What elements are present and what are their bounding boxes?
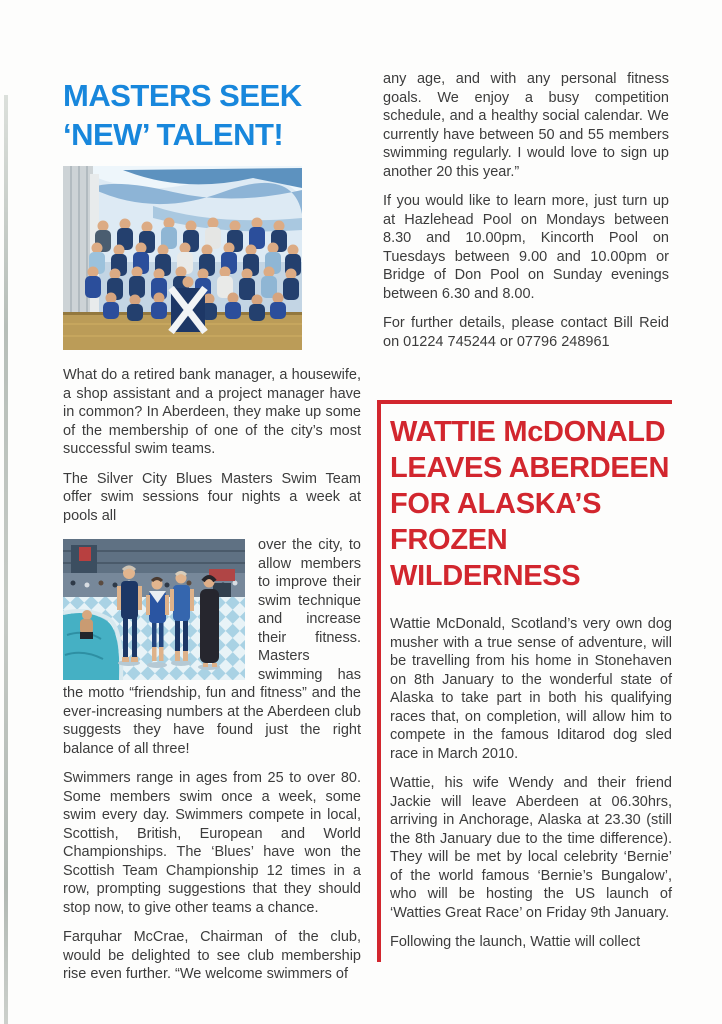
wattie-article xyxy=(377,400,672,963)
wattie-headline-line5: WILDERNESS xyxy=(390,560,581,592)
wattie-article-inner xyxy=(377,414,672,952)
poolside-swimmers-photo xyxy=(63,539,245,680)
wattie-headline-line1: WATTIE McDONALD xyxy=(390,416,666,448)
masters-paragraph-1: What do a retired bank manager, a housewife, a shop assistant and a project manager have in common? In Aberdeen, they make up some of the membership of one of the city’s most successful swim teams. xyxy=(63,367,361,457)
scan-edge-artifact xyxy=(4,95,8,1024)
wattie-headline-line4: FROZEN xyxy=(390,524,508,556)
right-paragraph-1: any age, and with any personal fitness goals. We enjoy a busy competition schedule, and a healthy social calendar. We currently have between 50 and 55 members swimming regularly. I would love to sign up another 20 this year.” xyxy=(383,71,669,180)
masters-paragraph-3: Swimmers range in ages from 25 to over 80. Some members swim once a week, some swim every day. Swimmers compete in local, Scottish, British, European and World Championships. The ‘Blues’ have won the Scottish Team Championship 12 times in a row, prompting suggestions that they should stop now, to give other teams a chance. xyxy=(63,770,361,916)
wattie-headline xyxy=(390,414,672,594)
masters-headline-line1: MASTERS SEEK xyxy=(63,78,302,113)
masters-paragraph-2-start: The Silver City Blues Masters Swim Team offer swim sessions four nights a week at pools all xyxy=(63,470,361,524)
wattie-paragraph-3: Following the launch, Wattie will collect xyxy=(390,934,641,950)
masters-paragraph-4: Farquhar McCrae, Chairman of the club, would be delighted to see club membership rise even further. “We welcome swimmers of xyxy=(63,929,361,982)
wattie-headline-line3: FOR ALASKA’S xyxy=(390,488,602,520)
wattie-paragraph-2: Wattie, his wife Wendy and their friend Jackie will leave Aberdeen at 06.30hrs, arriving in Anchorage, Alaska at 23.30 (still the 8th January due to the time difference). They will be met by local celebrity ‘Bernie’ of the world famous ‘Bernie’s Bungalow’, who will be hosting the US launch of ‘Watties Great Race’ on Friday 9th January. xyxy=(390,775,672,921)
wattie-headline-line2: LEAVES ABERDEEN xyxy=(390,452,670,484)
masters-headline xyxy=(63,76,361,154)
masters-headline-line2: ‘NEW’ TALENT! xyxy=(63,117,284,152)
right-column xyxy=(383,70,669,362)
left-column xyxy=(63,76,361,995)
wattie-paragraph-1: Wattie McDonald, Scotland’s very own dog musher with a true sense of adventure, will be travelling from his home in Stonehaven on 8th January to the wonderful state of Alaska to take part in both his qualifying races that, on completion, will allow him to compete in the famous Iditarod dog sled race in March 2010. xyxy=(390,616,672,762)
right-paragraph-2: If you would like to learn more, just turn up at Hazlehead Pool on Mondays between 8.30 and 10.00pm, Kincorth Pool on Tuesdays between 9.00 and 10.00pm or Bridge of Don Pool on Sunday evenings between 6.30 and 8.00. xyxy=(383,193,669,302)
swim-team-group-photo xyxy=(63,166,302,350)
masters-paragraph-2-wrap xyxy=(63,536,361,758)
masters-paragraph-2-wrap-text: over the city, to allow members to improve their swim technique and increase their fitness. Masters swimming has the motto “friendship, fun and fitness” and the ever-increasing numbers at the Aberdeen club suggests they have found just the right balance of all three! xyxy=(63,537,361,757)
contact-details: For further details, please contact Bill Reid on 01224 745244 or 07796 248961 xyxy=(383,315,669,350)
